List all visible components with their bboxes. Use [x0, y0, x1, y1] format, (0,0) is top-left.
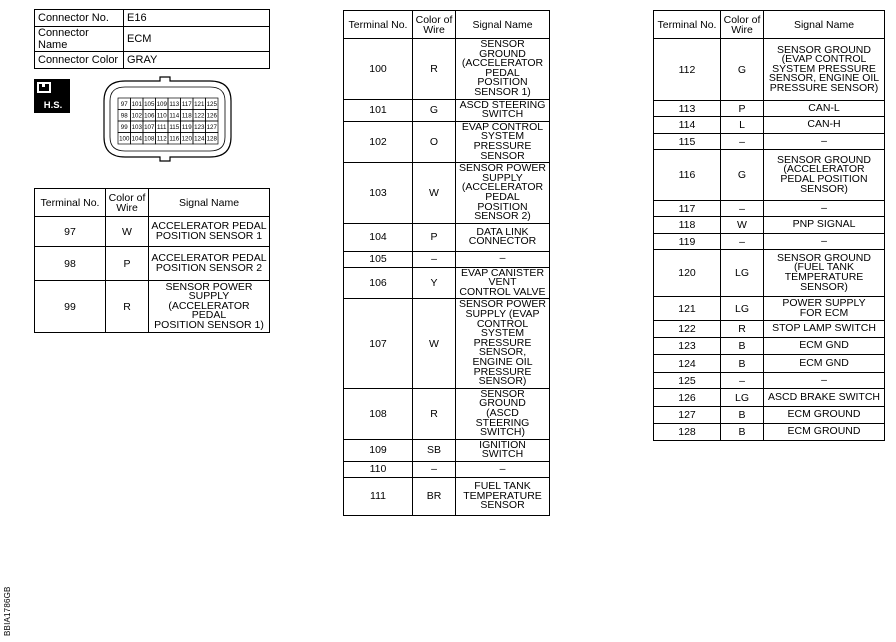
signal-name-cell: [456, 461, 550, 477]
signal-name-cell: [456, 223, 550, 251]
table-row: [344, 251, 550, 267]
table-row: [654, 217, 885, 234]
signal-name-line: (ACCELERATOR PEDAL: [168, 299, 250, 322]
signal-name-cell: [149, 281, 270, 333]
signal-name-cell: [456, 299, 550, 388]
table-row: [654, 117, 885, 134]
connector-pin-label: 112: [156, 135, 167, 143]
signal-name-line: (FUEL TANK: [794, 261, 854, 274]
signal-name-line: SENSOR): [800, 280, 848, 293]
signal-name-line: POWER SUPPLY: [782, 296, 866, 309]
wire-color-cell: R: [413, 39, 456, 100]
table-row: [344, 299, 550, 388]
connector-pin: [156, 98, 169, 110]
wire-color-cell: –: [721, 201, 764, 217]
signal-name-cell: [764, 338, 885, 355]
signal-name-cell: [764, 101, 885, 117]
connector-color-value: GRAY: [124, 52, 270, 69]
connector-pin-label: 97: [120, 101, 128, 109]
wire-color-cell: W: [721, 217, 764, 234]
terminal-no-cell: 107: [344, 299, 413, 388]
signal-name-line: SWITCH: [481, 108, 524, 121]
table-row: [344, 388, 550, 439]
terminal-no-cell: 98: [35, 247, 106, 281]
wire-color-cell: –: [413, 461, 456, 477]
connector-pin-label: 110: [156, 112, 167, 120]
table-row: [654, 150, 885, 201]
signal-name-line: SENSOR POWER: [165, 280, 253, 293]
connector-pin-label: 128: [206, 135, 217, 143]
signal-name-line: POSITION SENSOR 1): [154, 318, 264, 331]
table-row: [344, 99, 550, 121]
terminal-no-header: Terminal No.: [654, 11, 721, 39]
signal-name-line: ASCD STEERING: [459, 98, 546, 111]
figure-code: BBIA1786GB: [3, 586, 12, 636]
signal-name-line: –: [821, 201, 827, 214]
connector-name-row: [35, 27, 270, 52]
connector-pin: [168, 110, 181, 122]
signal-name-line: –: [821, 234, 827, 247]
wire-color-cell: B: [721, 338, 764, 355]
signal-name-cell: [764, 201, 885, 217]
signal-name-line: ECM GND: [799, 339, 849, 352]
signal-name-line: EVAP CANISTER VENT: [460, 266, 545, 289]
table-header-row: [344, 11, 550, 39]
signal-name-line: SENSOR, ENGINE OIL: [768, 72, 880, 85]
terminal-no-cell: 127: [654, 407, 721, 424]
table-row: [654, 297, 885, 321]
wire-color-cell: P: [106, 247, 149, 281]
signal-name-cell: [456, 251, 550, 267]
signal-name-line: SENSOR POWER: [459, 298, 546, 311]
connector-pin: [131, 133, 144, 145]
table-header-row: [654, 11, 885, 39]
signal-name-line: SENSOR GROUND: [777, 251, 871, 264]
table-row: [344, 163, 550, 224]
signal-name-line: SUPPLY: [482, 171, 523, 184]
connector-pin: [118, 110, 131, 122]
table-row: [344, 39, 550, 100]
signal-name-header: Signal Name: [149, 189, 270, 217]
wire-color-cell: –: [721, 134, 764, 150]
signal-name-cell: [456, 163, 550, 224]
wire-color-cell: LG: [721, 389, 764, 407]
table-row: [654, 101, 885, 117]
connector-color-row: [35, 52, 270, 69]
signal-name-cell: [764, 389, 885, 407]
wire-color-cell: R: [413, 388, 456, 439]
table-header-row: [35, 189, 270, 217]
signal-name-cell: [456, 477, 550, 515]
signal-name-cell: [456, 121, 550, 162]
connector-pin-label: 106: [144, 112, 155, 120]
signal-name-line: SENSOR GROUND: [479, 38, 526, 60]
connector-pin: [206, 133, 219, 145]
terminal-no-cell: 123: [654, 338, 721, 355]
connector-pin: [156, 133, 169, 145]
signal-name-line: SENSOR GROUND: [777, 153, 871, 166]
terminal-rows: [654, 39, 885, 441]
connector-pin-label: 117: [181, 101, 192, 109]
connector-pin-label: 114: [169, 112, 180, 120]
table-row: [654, 39, 885, 101]
signal-name-line: SENSOR: [480, 499, 525, 512]
terminal-no-cell: 128: [654, 424, 721, 441]
connector-pin-label: 102: [131, 112, 142, 120]
terminal-no-cell: 109: [344, 439, 413, 461]
table-row: [35, 217, 270, 247]
connector-pin: [193, 98, 206, 110]
wire-color-cell: B: [721, 424, 764, 441]
signal-name-line: ECM GROUND: [787, 408, 861, 421]
signal-name-line: TEMPERATURE: [463, 489, 542, 502]
signal-name-cell: [764, 234, 885, 250]
signal-name-line: –: [821, 134, 827, 147]
signal-name-line: –: [499, 462, 506, 475]
signal-name-cell: [764, 321, 885, 338]
table-row: [654, 355, 885, 373]
connector-pin: [118, 98, 131, 110]
signal-name-line: PRESSURE SENSOR: [473, 139, 532, 162]
signal-name-line: PRESSURE SENSOR): [473, 365, 532, 388]
wire-color-header: Color of Wire: [721, 11, 764, 39]
table-row: [344, 223, 550, 251]
signal-name-line: SWITCH): [480, 426, 525, 439]
connector-pin-label: 121: [194, 101, 205, 109]
connector-name-value: ECM: [124, 27, 270, 52]
signal-name-cell: [149, 217, 270, 247]
terminal-no-cell: 117: [654, 201, 721, 217]
signal-name-cell: [764, 39, 885, 101]
terminal-no-cell: 119: [654, 234, 721, 250]
signal-name-cell: [764, 134, 885, 150]
connector-pin-label: 104: [131, 135, 142, 143]
terminal-table-2: [343, 10, 550, 516]
wire-color-cell: W: [413, 299, 456, 388]
connector-pin-label: 98: [120, 112, 128, 120]
terminal-rows: [344, 39, 550, 516]
signal-name-line: SENSOR GROUND: [777, 43, 871, 56]
wire-color-cell: B: [721, 355, 764, 373]
signal-name-line: SUPPLY (EVAP: [465, 308, 540, 321]
wire-color-cell: –: [721, 373, 764, 389]
terminal-no-cell: 122: [654, 321, 721, 338]
signal-name-line: (ACCELERATOR: [783, 163, 865, 176]
signal-name-cell: [764, 150, 885, 201]
table-row: [344, 477, 550, 515]
terminal-no-cell: 104: [344, 223, 413, 251]
table-row: [654, 134, 885, 150]
table-row: [654, 201, 885, 217]
signal-name-line: CONTROL VALVE: [459, 285, 546, 298]
wire-color-cell: L: [721, 117, 764, 134]
table-row: [654, 338, 885, 355]
connector-name-label: Connector Name: [35, 27, 124, 52]
signal-name-line: SYSTEM: [480, 130, 525, 143]
signal-name-line: DATA LINK: [476, 225, 529, 238]
signal-name-header: Signal Name: [764, 11, 885, 39]
connector-pin: [193, 110, 206, 122]
connector-pin: [143, 98, 156, 110]
connector-pin: [118, 133, 131, 145]
wire-color-cell: –: [413, 251, 456, 267]
connector-pin-label: 105: [144, 101, 155, 109]
terminal-no-cell: 125: [654, 373, 721, 389]
terminal-no-cell: 120: [654, 250, 721, 297]
signal-name-line: (ASCD STEERING: [475, 407, 530, 429]
signal-name-cell: [456, 39, 550, 100]
signal-name-line: SENSOR): [800, 182, 848, 195]
table-row: [654, 250, 885, 297]
wire-color-cell: W: [413, 163, 456, 224]
connector-pin: [193, 121, 206, 133]
signal-name-line: SYSTEM PRESSURE: [772, 62, 876, 75]
signal-name-cell: [764, 217, 885, 234]
connector-pin: [131, 98, 144, 110]
connector-pin-label: 115: [169, 124, 180, 132]
signal-name-line: –: [821, 373, 827, 386]
connector-pin-label: 111: [157, 124, 167, 132]
connector-pin-label: 99: [120, 124, 128, 132]
wire-color-cell: SB: [413, 439, 456, 461]
terminal-no-cell: 113: [654, 101, 721, 117]
table-row: [654, 407, 885, 424]
connector-pin-label: 119: [181, 124, 192, 132]
wire-color-cell: Y: [413, 267, 456, 299]
wire-color-cell: W: [106, 217, 149, 247]
pin-grid: [118, 98, 218, 144]
wire-color-cell: P: [721, 101, 764, 117]
terminal-no-header: Terminal No.: [35, 189, 106, 217]
signal-name-line: ASCD BRAKE SWITCH: [767, 390, 880, 403]
terminal-no-cell: 112: [654, 39, 721, 101]
table-row: [654, 373, 885, 389]
signal-name-line: PRESSURE SENSOR): [769, 81, 879, 94]
connector-pin-label: 116: [169, 135, 180, 143]
connector-pin: [143, 121, 156, 133]
wire-color-cell: LG: [721, 250, 764, 297]
signal-name-line: (ACCELERATOR PEDAL: [461, 181, 544, 203]
connector-pin: [156, 121, 169, 133]
signal-name-cell: [764, 117, 885, 134]
connector-pin-label: 101: [131, 101, 142, 109]
table-row: [654, 234, 885, 250]
connector-pin: [181, 121, 194, 133]
terminal-no-cell: 124: [654, 355, 721, 373]
connector-pin: [156, 110, 169, 122]
signal-name-line: ENGINE OIL: [472, 356, 533, 369]
connector-pin: [168, 133, 181, 145]
terminal-no-cell: 115: [654, 134, 721, 150]
connector-pin-label: 120: [181, 135, 192, 143]
table-row: [344, 461, 550, 477]
signal-name-line: FOR ECM: [799, 306, 849, 319]
connector-pin-label: 100: [119, 135, 130, 143]
connector-pin: [131, 121, 144, 133]
connector-no-label: Connector No.: [35, 10, 124, 27]
connector-pin: [206, 121, 219, 133]
signal-name-line: SENSOR GROUND: [479, 387, 526, 410]
connector-pin-label: 113: [169, 101, 180, 109]
connector-pin-label: 103: [131, 124, 142, 132]
wire-color-header: Color of Wire: [106, 189, 149, 217]
signal-name-line: POSITION SENSOR 2): [474, 200, 531, 223]
signal-name-line: ECM GND: [799, 356, 849, 369]
connector-pin: [168, 121, 181, 133]
signal-name-cell: [764, 297, 885, 321]
connector-pin-label: 118: [181, 112, 192, 120]
signal-name-cell: [764, 424, 885, 441]
terminal-no-cell: 106: [344, 267, 413, 299]
signal-name-line: (ACCELERATOR PEDAL: [461, 57, 544, 79]
terminal-no-cell: 121: [654, 297, 721, 321]
terminal-no-cell: 118: [654, 217, 721, 234]
signal-name-cell: [764, 250, 885, 297]
table-row: [654, 321, 885, 338]
wire-color-cell: P: [413, 223, 456, 251]
signal-name-line: POSITION SENSOR 1): [474, 76, 531, 98]
signal-name-line: STOP LAMP SWITCH: [772, 322, 876, 335]
table-row: [344, 439, 550, 461]
connector-pin: [206, 98, 219, 110]
connector-pin: [118, 121, 131, 133]
signal-name-line: SUPPLY: [188, 290, 230, 303]
signal-name-line: –: [499, 252, 506, 265]
connector-pin: [181, 110, 194, 122]
connector-pin-label: 122: [194, 112, 205, 120]
terminal-no-cell: 110: [344, 461, 413, 477]
signal-name-line: FUEL TANK: [474, 480, 531, 493]
connector-color-label: Connector Color: [35, 52, 124, 69]
connector-pin-label: 126: [206, 112, 217, 120]
signal-name-line: ACCELERATOR PEDAL: [151, 251, 267, 264]
signal-name-line: POSITION SENSOR 2: [155, 261, 263, 274]
signal-name-line: IGNITION SWITCH: [479, 438, 526, 461]
connector-pin-label: 127: [206, 124, 217, 132]
connector-pin: [143, 110, 156, 122]
signal-name-line: CONTROL SYSTEM: [476, 317, 529, 340]
wire-color-header: Color of Wire: [413, 11, 456, 39]
harness-side-label: H.S.: [43, 100, 63, 111]
signal-name-cell: [764, 407, 885, 424]
terminal-no-cell: 105: [344, 251, 413, 267]
signal-name-cell: [764, 373, 885, 389]
terminal-no-cell: 126: [654, 389, 721, 407]
terminal-rows: [35, 217, 270, 333]
signal-name-cell: [149, 247, 270, 281]
connector-pin-label: 109: [156, 101, 167, 109]
signal-name-cell: [456, 439, 550, 461]
terminal-no-cell: 111: [344, 477, 413, 515]
terminal-table-1: [34, 188, 270, 333]
terminal-no-header: Terminal No.: [344, 11, 413, 39]
connector-diagram: [100, 75, 235, 163]
connector-pin: [168, 98, 181, 110]
signal-name-line: ECM GROUND: [787, 425, 861, 438]
connector-info-table: [34, 9, 270, 69]
connector-no-value: E16: [124, 10, 270, 27]
signal-name-line: CAN-L: [808, 101, 840, 114]
connector-pin: [143, 133, 156, 145]
terminal-table-3: [653, 10, 885, 441]
table-row: [344, 121, 550, 162]
signal-name-line: PNP SIGNAL: [792, 218, 856, 231]
wire-color-cell: LG: [721, 297, 764, 321]
wire-color-cell: R: [721, 321, 764, 338]
signal-name-line: POSITION SENSOR 1: [155, 229, 263, 242]
wire-color-cell: O: [413, 121, 456, 162]
wire-color-cell: R: [106, 281, 149, 333]
terminal-no-cell: 97: [35, 217, 106, 247]
wire-color-cell: BR: [413, 477, 456, 515]
connector-pin-label: 108: [144, 135, 155, 143]
connector-pin: [181, 133, 194, 145]
wire-color-cell: G: [721, 39, 764, 101]
terminal-no-cell: 101: [344, 99, 413, 121]
table-row: [654, 389, 885, 407]
harness-side-icon: [34, 79, 70, 113]
connector-pin: [206, 110, 219, 122]
table-row: [344, 267, 550, 299]
terminal-no-cell: 114: [654, 117, 721, 134]
wire-color-cell: G: [413, 99, 456, 121]
signal-name-cell: [456, 99, 550, 121]
terminal-no-cell: 103: [344, 163, 413, 224]
table-row: [35, 247, 270, 281]
signal-name-line: PEDAL POSITION: [780, 173, 868, 185]
wire-color-cell: –: [721, 234, 764, 250]
signal-name-line: TEMPERATURE: [784, 271, 864, 283]
signal-name-line: CAN-H: [807, 118, 841, 131]
signal-name-line: PRESSURE SENSOR,: [473, 336, 532, 359]
signal-name-line: ACCELERATOR PEDAL: [151, 219, 267, 232]
connector-pin: [193, 133, 206, 145]
terminal-no-cell: 108: [344, 388, 413, 439]
connector-pin-label: 125: [206, 101, 217, 109]
wire-color-cell: G: [721, 150, 764, 201]
signal-name-line: CONNECTOR: [468, 235, 537, 248]
connector-pin: [181, 98, 194, 110]
connector-pin-label: 123: [194, 124, 205, 132]
signal-name-cell: [456, 267, 550, 299]
connector-pin: [131, 110, 144, 122]
signal-name-cell: [764, 355, 885, 373]
connector-no-row: [35, 10, 270, 27]
terminal-no-cell: 102: [344, 121, 413, 162]
signal-name-line: (EVAP CONTROL: [781, 53, 867, 66]
terminal-no-cell: 116: [654, 150, 721, 201]
table-row: [35, 281, 270, 333]
signal-name-line: SENSOR POWER: [459, 162, 546, 175]
table-row: [654, 424, 885, 441]
connector-pin-label: 124: [194, 135, 205, 143]
connector-pin-label: 107: [144, 124, 155, 132]
terminal-no-cell: 99: [35, 281, 106, 333]
signal-name-line: EVAP CONTROL: [461, 120, 544, 133]
terminal-no-cell: 100: [344, 39, 413, 100]
signal-name-header: Signal Name: [456, 11, 550, 39]
signal-name-cell: [456, 388, 550, 439]
wire-color-cell: B: [721, 407, 764, 424]
